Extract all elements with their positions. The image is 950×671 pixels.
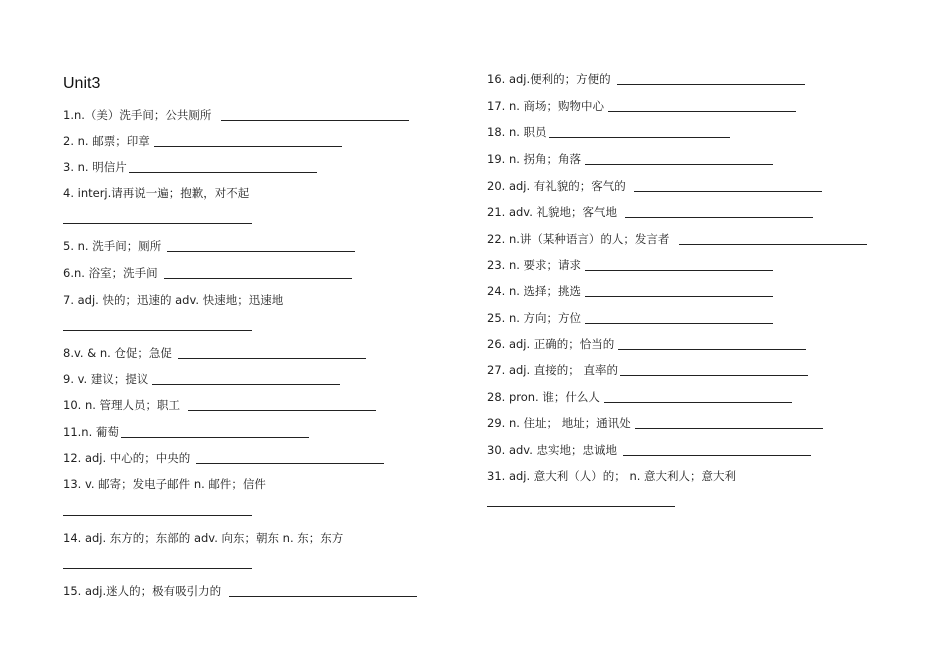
vocab-item-text: 13. v. 邮寄；发电子邮件 n. 邮件；信件 (63, 477, 266, 491)
vocab-item-text: 25. n. 方向；方位 (487, 311, 582, 325)
vocab-item-10 (63, 398, 376, 412)
vocab-item-3 (63, 160, 317, 174)
answer-blank[interactable] (604, 401, 792, 403)
vocab-item-6 (63, 266, 352, 280)
vocab-item-1 (63, 108, 409, 122)
vocab-item-30 (487, 443, 811, 457)
vocab-item-text: 16. adj.便利的；方便的 (487, 72, 611, 86)
vocab-item-29 (487, 416, 823, 430)
vocab-item-13 (63, 477, 266, 491)
vocab-item-text: 20. adj. 有礼貌的；客气的 (487, 179, 626, 193)
vocab-item-7 (63, 293, 283, 307)
vocab-item-23 (487, 258, 773, 272)
vocab-item-text: 7. adj. 快的；迅速的 adv. 快速地；迅速地 (63, 293, 284, 307)
vocab-item-text: 15. adj.迷人的；极有吸引力的 (63, 584, 222, 598)
vocab-item-21 (487, 205, 813, 219)
answer-blank[interactable] (635, 427, 823, 429)
answer-blank[interactable] (63, 515, 252, 516)
vocab-item-text: 6.n. 浴室；洗手间 (63, 266, 158, 280)
vocab-item-20 (487, 179, 822, 193)
answer-blank[interactable] (221, 119, 409, 121)
vocab-item-text: 12. adj. 中心的；中央的 (63, 451, 191, 465)
answer-blank[interactable] (154, 145, 342, 147)
answer-blank[interactable] (585, 322, 773, 324)
answer-blank[interactable] (188, 409, 376, 411)
vocab-item-text: 3. n. 明信片 (63, 160, 127, 174)
vocab-item-5 (63, 239, 355, 253)
answer-blank[interactable] (679, 243, 867, 245)
answer-blank[interactable] (167, 250, 355, 252)
vocab-item-11 (63, 425, 309, 439)
vocab-item-text: 22. n.讲（某种语言）的人；发言者 (487, 232, 670, 246)
vocab-item-text: 28. pron. 谁；什么人 (487, 390, 600, 404)
vocab-item-27 (487, 363, 808, 377)
vocab-item-text: 14. adj. 东方的；东部的 adv. 向东；朝东 n. 东；东方 (63, 531, 344, 545)
answer-blank[interactable] (152, 383, 340, 385)
answer-blank[interactable] (634, 190, 822, 192)
vocab-item-18 (487, 125, 730, 139)
answer-blank[interactable] (623, 454, 811, 456)
answer-blank[interactable] (63, 568, 252, 569)
vocab-item-text: 18. n. 职员 (487, 125, 547, 139)
answer-blank[interactable] (617, 83, 805, 85)
vocab-item-16 (487, 72, 805, 86)
answer-blank[interactable] (63, 330, 252, 331)
vocab-item-text: 23. n. 要求；请求 (487, 258, 582, 272)
vocab-item-12 (63, 451, 384, 465)
vocab-item-text: 26. adj. 正确的；恰当的 (487, 337, 615, 351)
vocab-item-text: 27. adj. 直接的； 直率的 (487, 363, 618, 377)
vocab-item-text: 1.n.（美）洗手间；公共厕所 (63, 108, 212, 122)
vocab-item-15 (63, 584, 417, 598)
vocab-item-text: 4. interj.请再说一遍；抱歉，对不起 (63, 186, 250, 200)
vocab-item-8 (63, 346, 366, 360)
answer-blank[interactable] (608, 110, 796, 112)
answer-blank[interactable] (129, 171, 317, 173)
vocab-item-text: 10. n. 管理人员；职工 (63, 398, 181, 412)
vocab-item-text: 29. n. 住址； 地址；通讯处 (487, 416, 631, 430)
answer-blank[interactable] (625, 216, 813, 218)
answer-blank[interactable] (585, 269, 773, 271)
vocab-item-text: 30. adv. 忠实地；忠诚地 (487, 443, 618, 457)
answer-blank[interactable] (549, 136, 730, 138)
vocab-item-14 (63, 531, 343, 545)
answer-blank[interactable] (63, 223, 252, 224)
vocab-item-text: 31. adj. 意大利（人）的； n. 意大利人；意大利 (487, 469, 737, 483)
vocab-item-22 (487, 232, 867, 246)
vocab-item-text: 11.n. 葡萄 (63, 425, 119, 439)
vocab-item-26 (487, 337, 806, 351)
vocab-item-text: 19. n. 拐角；角落 (487, 152, 582, 166)
vocab-item-4 (63, 186, 249, 200)
vocab-item-28 (487, 390, 792, 404)
vocab-item-text: 8.v. & n. 仓促；急促 (63, 346, 172, 360)
answer-blank[interactable] (164, 277, 352, 279)
answer-blank[interactable] (487, 506, 675, 507)
answer-blank[interactable] (178, 357, 366, 359)
vocab-item-text: 2. n. 邮票；印章 (63, 134, 150, 148)
answer-blank[interactable] (585, 295, 773, 297)
vocab-item-9 (63, 372, 340, 386)
answer-blank[interactable] (229, 595, 417, 597)
answer-blank[interactable] (121, 436, 309, 438)
answer-blank[interactable] (585, 163, 773, 165)
answer-blank[interactable] (196, 462, 384, 464)
page-title: Unit3 (63, 75, 101, 92)
vocab-item-text: 17. n. 商场；购物中心 (487, 99, 605, 113)
vocab-item-2 (63, 134, 342, 148)
vocab-item-text: 24. n. 选择；挑选 (487, 284, 582, 298)
vocab-item-24 (487, 284, 773, 298)
vocab-item-text: 9. v. 建议；提议 (63, 372, 149, 386)
answer-blank[interactable] (618, 348, 806, 350)
vocab-item-31 (487, 469, 736, 483)
vocab-item-17 (487, 99, 796, 113)
vocab-item-text: 21. adv. 礼貌地；客气地 (487, 205, 618, 219)
answer-blank[interactable] (620, 374, 808, 376)
vocab-item-25 (487, 311, 773, 325)
vocab-item-19 (487, 152, 773, 166)
vocab-item-text: 5. n. 洗手间；厕所 (63, 239, 162, 253)
